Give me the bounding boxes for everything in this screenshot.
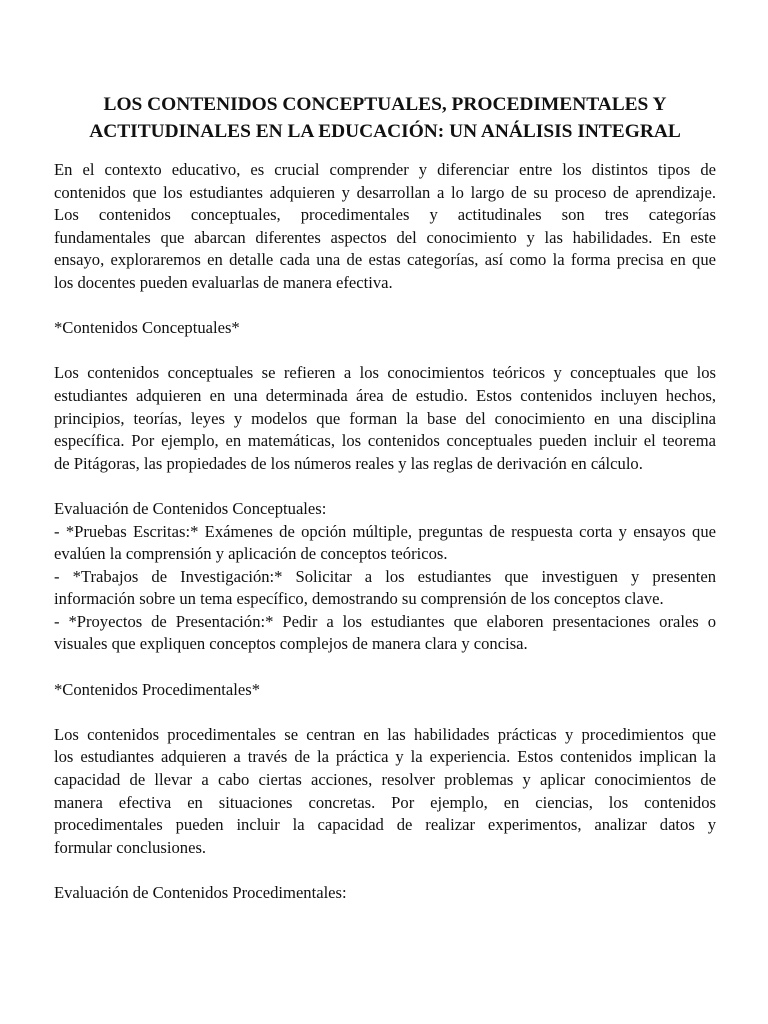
section-heading-conceptuales: *Contenidos Conceptuales* (54, 318, 240, 338)
section-heading-procedimentales: *Contenidos Procedimentales* (54, 679, 261, 699)
conceptuales-paragraph (54, 362, 716, 475)
section-heading-eval-procedimentales: Evaluación de Contenidos Procedimentales: (54, 883, 347, 902)
list-item-continuation: información sobre un tema específico, demostrando su comprensión de los conceptos clave. (54, 589, 664, 609)
text-line: procedimentales pueden incluir la capacidad de realizar experimentos, analizar datos y (54, 815, 716, 835)
text-line: fundamentales que abarcan diferentes aspectos del conocimiento y las habilidades. En este (54, 227, 716, 247)
text-line: los docentes pueden evaluarlas de manera efectiva. (54, 272, 393, 292)
list-item: - *Proyectos de Presentación:* Pedir a los estudiantes que elaboren presentaciones orales o (54, 611, 716, 631)
list-item-continuation: evalúen la comprensión y aplicación de conceptos teóricos. (54, 544, 448, 564)
list-item: - *Trabajos de Investigación:* Solicitar a los estudiantes que investiguen y presenten (54, 566, 716, 586)
text-line: principios, teorías, leyes y modelos que forman la base del conocimiento en una disciplina (54, 408, 716, 428)
text-line: Los contenidos conceptuales, procedimentales y actitudinales son tres categorías (54, 205, 716, 225)
eval-conceptuales-list (54, 498, 716, 656)
list-item-continuation: visuales que expliquen conceptos complejos de manera clara y concisa. (54, 634, 528, 654)
text-line: específica. Por ejemplo, en matemáticas, los contenidos conceptuales pueden incluir el teorema (54, 431, 716, 451)
text-line: contenidos que los estudiantes adquieren y desarrollan a lo largo de su proceso de aprendizaje. (54, 182, 716, 202)
document-title (54, 92, 716, 145)
text-line: los estudiantes adquieren a través de la práctica y la experiencia. Estos contenidos implican la (54, 747, 716, 767)
text-line: capacidad de llevar a cabo ciertas acciones, resolver problemas y aplicar conocimientos de (54, 770, 716, 790)
text-line: de Pitágoras, las propiedades de los números reales y las reglas de derivación en cálculo. (54, 453, 643, 473)
procedimentales-paragraph (54, 724, 716, 860)
title-line: ACTITUDINALES EN LA EDUCACIÓN: UN ANÁLISIS INTEGRAL (89, 120, 681, 142)
text-line: En el contexto educativo, es crucial comprender y diferenciar entre los distintos tipos de (54, 160, 716, 179)
title-line: LOS CONTENIDOS CONCEPTUALES, PROCEDIMENTALES Y (103, 94, 667, 115)
text-line: estudiantes adquieren en una determinada área de estudio. Estos contenidos incluyen hechos, (54, 385, 716, 405)
list-heading: Evaluación de Contenidos Conceptuales: (54, 498, 327, 518)
text-line: formular conclusiones. (54, 837, 207, 857)
list-item: - *Pruebas Escritas:* Exámenes de opción múltiple, preguntas de respuesta corta y ensayos que (54, 521, 716, 541)
intro-paragraph (54, 159, 716, 295)
text-line: manera efectiva en situaciones concretas. Por ejemplo, en ciencias, los contenidos (54, 792, 716, 812)
text-line: ensayo, exploraremos en detalle cada una de estas categorías, así como la forma precisa en que (54, 250, 716, 270)
document-page (54, 92, 716, 927)
text-line: Los contenidos conceptuales se refieren a los conocimientos teóricos y conceptuales que los (54, 363, 716, 383)
text-line: Los contenidos procedimentales se centran en las habilidades prácticas y procedimientos que (54, 724, 716, 744)
